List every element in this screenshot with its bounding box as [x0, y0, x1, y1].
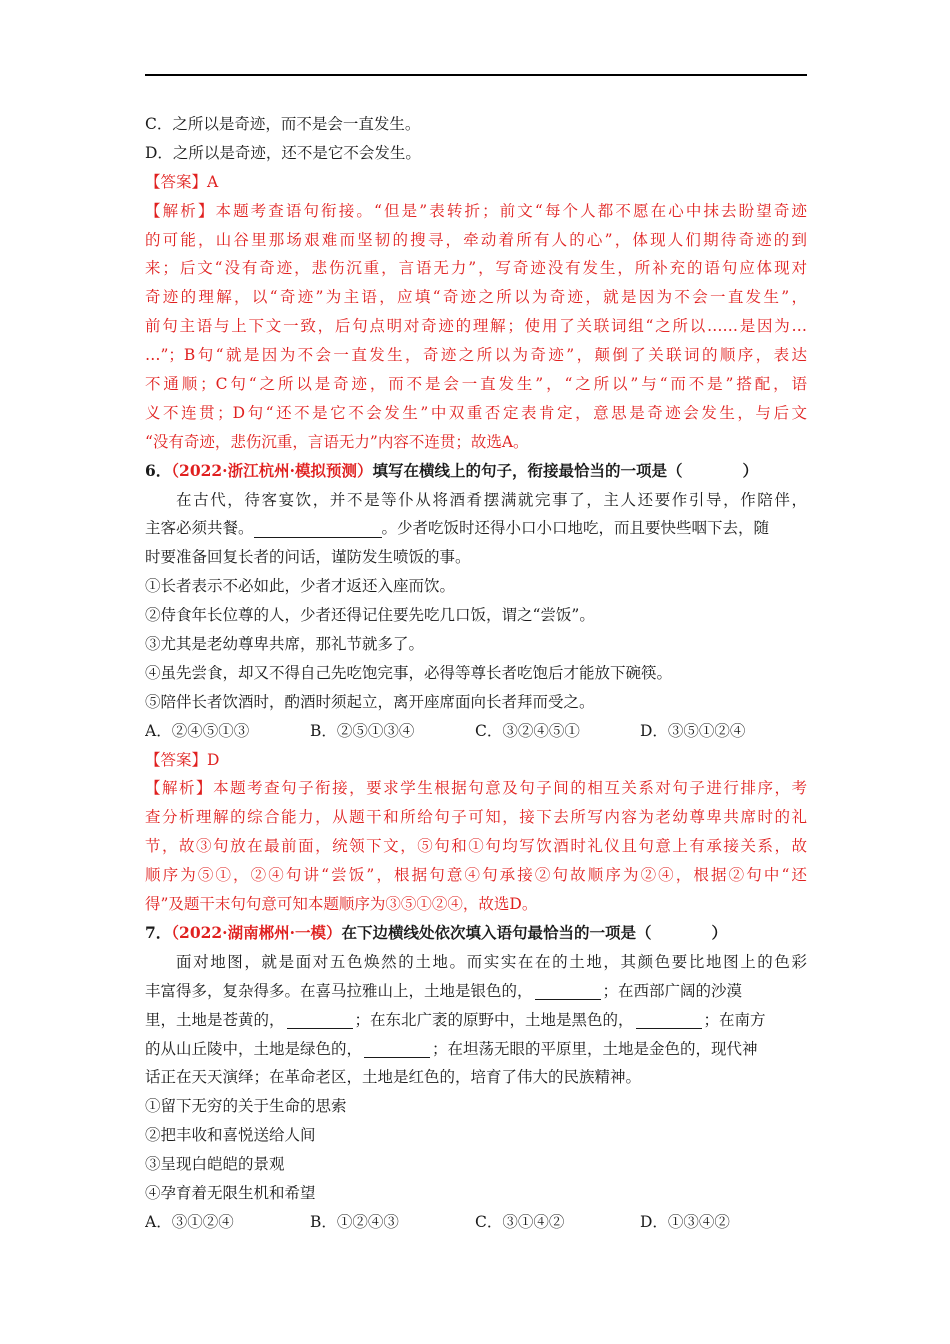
- q7-item: ④孕育着无限生机和希望: [145, 1183, 316, 1202]
- analysis-tag: 【解析】: [145, 201, 216, 220]
- q6-item: ⑤陪伴长者饮酒时，酌酒时须起立，离开座席面向长者拜而受之。: [145, 692, 595, 711]
- q5-analysis-line: 奇迹的理解，以“奇迹”为主语，应填“奇迹之所以为奇迹，就是因为不会一直发生”，: [145, 288, 807, 307]
- page-content: [145, 110, 807, 1237]
- q6-passage-line: 主客必须共餐。 。少者吃饭时还得小口小口地吃，而且要快些咽下去，随: [145, 519, 770, 538]
- q6-passage-line: 在古代，待客宴饮，并不是等仆从将酒肴摆满就完事了，主人还要作引导，作陪伴，: [176, 490, 807, 509]
- q5-analysis-line: 前句主语与上下文一致，后句点明对奇迹的理解；使用了关联词组“之所以……是因为…: [145, 317, 807, 336]
- q7-prompt: 在下边横线处依次填入语句最恰当的一项是（: [341, 922, 652, 942]
- q7-fill-blank: [287, 1012, 353, 1029]
- q7-option-c: C．③①④②: [475, 1212, 565, 1231]
- q7-passage-line: 话正在天天演绎；在革命老区，土地是红色的，培育了伟大的民族精神。: [145, 1068, 642, 1087]
- q6-analysis-line: 顺序为⑤①，②④句讲“尝饭”，根据句意④句承接②句故顺序为②④，根据②句中“还: [145, 866, 807, 885]
- q7-option-a: A．③①②④: [145, 1212, 234, 1231]
- q6-answer: 【答案】D: [145, 750, 220, 769]
- q5-option-c: C．之所以是奇迹，而不是会一直发生。: [145, 115, 421, 133]
- q7-option-b: B．①②④③: [310, 1212, 399, 1231]
- q6-analysis-line: 节，故③句放在最前面，统领下文，⑤句和①句均写饮酒时礼仪且句意上有承接关系，故: [145, 837, 807, 856]
- q6-passage-line: 时要准备回复长者的问话，谨防发生喷饭的事。: [145, 548, 471, 567]
- q6-prompt: 填写在横线上的句子，衔接最恰当的一项是（: [372, 460, 683, 480]
- q5-analysis-line: 来；后文“没有奇迹，悲伤沉重，言语无力”，写奇迹没有发生，所补充的语句应体现对: [145, 259, 807, 278]
- q6-stem: 6．（2022·浙江杭州·模拟预测）填写在横线上的句子，衔接最恰当的一项是（ ）: [145, 460, 759, 480]
- q7-passage-line: 丰富得多，复杂得多。在喜马拉雅山上，土地是银色的， ；在西部广阔的沙漠: [145, 981, 743, 1000]
- q7-passage-line: 里，土地是苍黄的， ；在东北广袤的原野中，土地是黑色的， ；在南方: [145, 1010, 766, 1029]
- q7-source: （2022·湖南郴州·一模）: [171, 922, 342, 942]
- q7-passage-line: 的从山丘陵中，土地是绿色的， ；在坦荡无眼的平原里，土地是金色的，现代神: [145, 1039, 758, 1058]
- q6-item: ②侍食年长位尊的人，少者还得记住要先吃几口饭，谓之“尝饭”。: [145, 606, 595, 625]
- q6-item: ④虽先尝食，却又不得自己先吃饱完事，必得等尊长者吃饱后才能放下碗筷。: [145, 663, 673, 682]
- q5-analysis-line: “没有奇迹，悲伤沉重，言语无力”内容不连贯；故选A。: [145, 432, 529, 451]
- q7-passage-line: 面对地图，就是面对五色焕然的土地。而实实在在的土地，其颜色要比地图上的色彩: [176, 952, 807, 971]
- q5-analysis-line: 【解析】本题考查语句衔接。“但是”表转折；前文“每个人都不愿在心中抹去盼望奇迹: [145, 201, 807, 220]
- q6-analysis-line: 【解析】本题考查句子衔接，要求学生根据句意及句子间的相互关系对句子进行排序，考: [145, 779, 807, 798]
- q5-analysis-line: 义不连贯；D句“还不是它不会发生”中双重否定表肯定，意思是奇迹会发生，与后文: [145, 403, 807, 422]
- q6-option-b: B．②⑤①③④: [310, 721, 415, 740]
- q7-item: ②把丰收和喜悦送给人间: [145, 1126, 316, 1145]
- q6-options: [145, 717, 807, 746]
- q6-option-d: D．③⑤①②④: [640, 721, 746, 740]
- q6-item: ①长者表示不必如此，少者才返还入座而饮。: [145, 577, 456, 596]
- q7-item: ①留下无穷的关于生命的思索: [145, 1097, 347, 1116]
- analysis-tag: 【解析】: [145, 779, 214, 798]
- q7-fill-blank: [636, 1012, 702, 1029]
- q6-item: ③尤其是老幼尊卑共席，那礼节就多了。: [145, 635, 425, 654]
- q5-analysis-line: 的可能，山谷里那场艰难而坚韧的搜寻，牵动着所有人的心”，体现人们期待奇迹的到: [145, 230, 807, 249]
- q7-fill-blank: [364, 1041, 430, 1058]
- q6-option-a: A．②④⑤①③: [145, 721, 250, 740]
- q5-analysis-line: …”；B句“就是因为不会一直发生，奇迹之所以为奇迹”，颠倒了关联词的顺序，表达: [145, 346, 807, 365]
- q7-item: ③呈现白皑皑的景观: [145, 1155, 285, 1174]
- q6-fill-blank: [254, 521, 382, 538]
- q7-fill-blank: [535, 983, 601, 1000]
- q7-number: 7．: [145, 922, 172, 942]
- q7-option-d: D．①③④②: [640, 1212, 730, 1231]
- q5-answer: 【答案】A: [145, 172, 219, 191]
- q6-analysis-line: 得”及题干末句句意可知本题顺序为③⑤①②④，故选D。: [145, 895, 538, 914]
- q7-options: [145, 1208, 807, 1237]
- q6-number: 6．: [145, 460, 172, 480]
- q6-analysis-line: 查分析理解的综合能力，从题干和所给句子可知，接下去所写内容为老幼尊卑共席时的礼: [145, 808, 807, 827]
- q7-stem: 7．（2022·湖南郴州·一模）在下边横线处依次填入语句最恰当的一项是（ ）: [145, 922, 728, 942]
- q6-option-c: C．③②④⑤①: [475, 721, 580, 740]
- header-rule: [145, 74, 807, 76]
- q6-source: （2022·浙江杭州·模拟预测）: [171, 460, 373, 480]
- q5-analysis-line: 不通顺；C句“之所以是奇迹，而不是会一直发生”，“之所以”与“而不是”搭配，语: [145, 375, 807, 394]
- q5-option-d: D．之所以是奇迹，还不是它不会发生。: [145, 143, 421, 162]
